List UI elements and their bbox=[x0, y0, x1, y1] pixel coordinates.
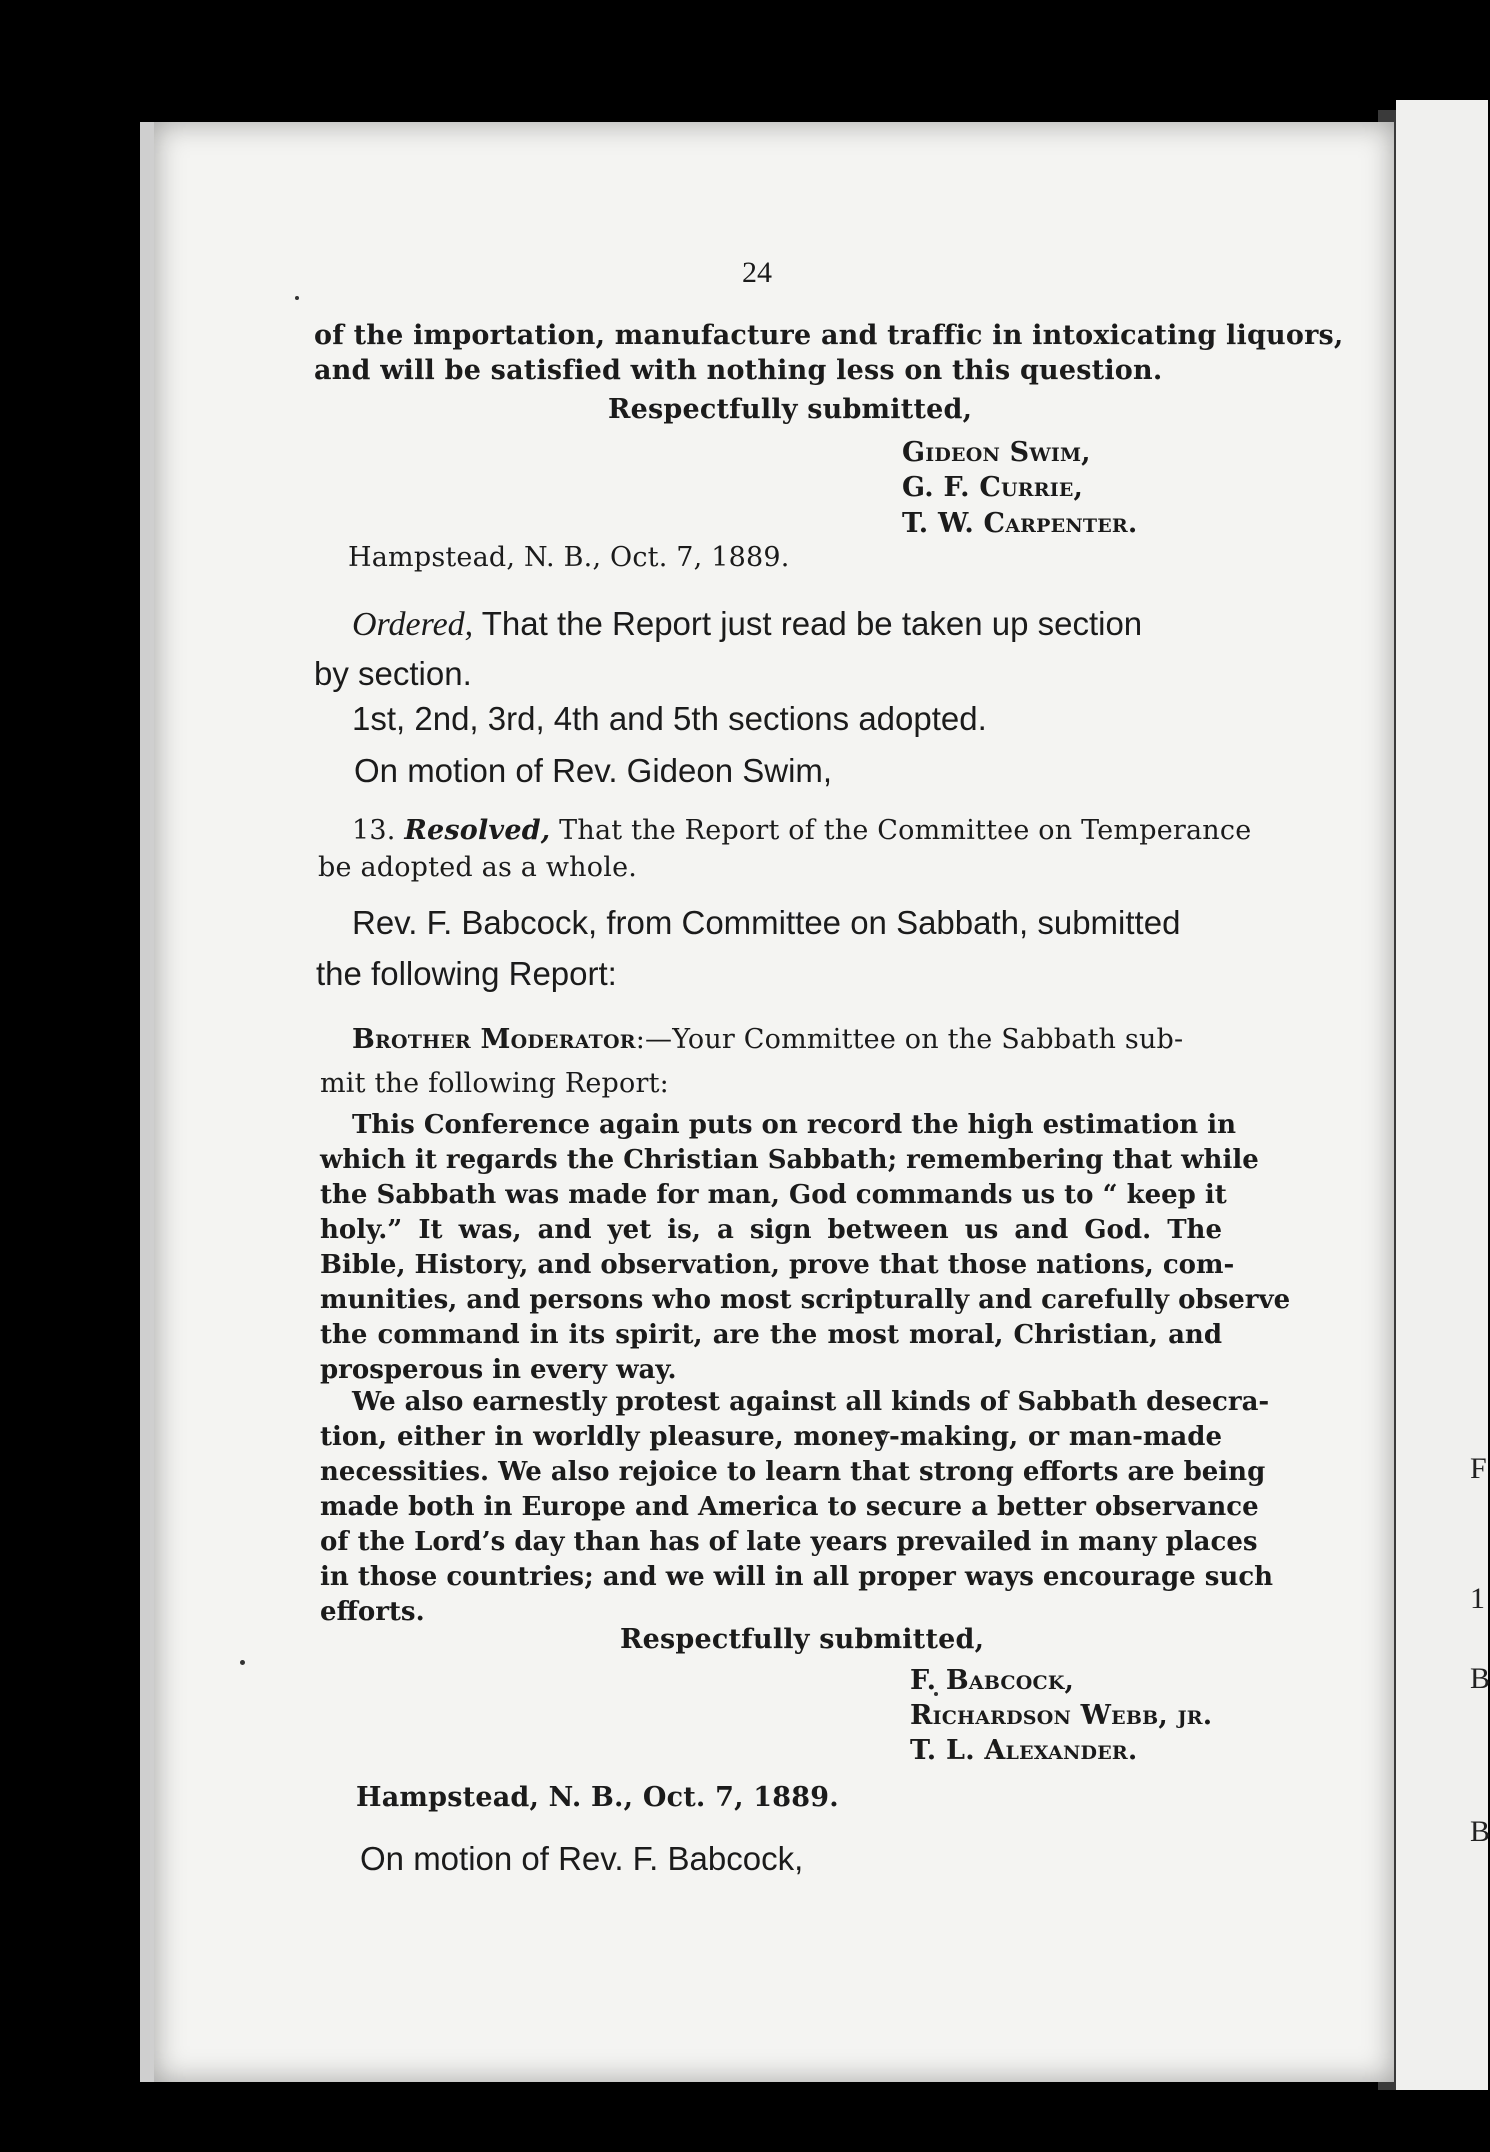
closing-line: Respectfully submitted, bbox=[608, 394, 973, 425]
motion-line: On motion of Rev. F. Babcock, bbox=[360, 1840, 804, 1877]
sabbath-intro-line: the following Report: bbox=[316, 955, 617, 992]
signatory: F. Babcock, bbox=[910, 1665, 1075, 1696]
scan-speck bbox=[295, 296, 299, 300]
text-line: in those countries; and we will in all proper ways encourage such bbox=[320, 1562, 1274, 1592]
page-number: 24 bbox=[742, 256, 772, 289]
resolution-line bbox=[352, 815, 1251, 846]
text-line: munities, and persons who most scripturally and carefully observe bbox=[320, 1285, 1291, 1315]
resolution-line-2: be adopted as a whole. bbox=[318, 852, 638, 883]
adjacent-fragment: F bbox=[1470, 1452, 1487, 1485]
resolution-text: That the Report of the Committee on Temperance bbox=[550, 815, 1252, 846]
report-paragraph-2 bbox=[320, 1385, 1274, 1630]
scan-speck bbox=[240, 1660, 245, 1665]
text-line: This Conference again puts on record the high estimation in bbox=[352, 1110, 1236, 1140]
sections-adopted: 1st, 2nd, 3rd, 4th and 5th sections adopted. bbox=[352, 700, 987, 737]
text-line: made both in Europe and America to secure a better observance bbox=[320, 1492, 1259, 1522]
text-line: and will be satisfied with nothing less on this question. bbox=[314, 355, 1163, 386]
text-line: of the Lord’s day than has of late years prevailed in many places bbox=[320, 1527, 1258, 1557]
text-line: holy.” It was, and yet is, a sign between us and God. The bbox=[320, 1215, 1222, 1245]
report-paragraph-1 bbox=[320, 1108, 1291, 1388]
signatory: T. W. Carpenter. bbox=[902, 508, 1138, 539]
signatory: Richardson Webb, jr. bbox=[910, 1700, 1213, 1731]
text-line: tion, either in worldly pleasure, money-making, or man-made bbox=[320, 1422, 1222, 1452]
salutation-text: :—Your Committee on the Sabbath sub- bbox=[635, 1024, 1184, 1055]
salutation-line-2: mit the following Report: bbox=[320, 1068, 669, 1099]
ordered-text: That the Report just read be taken up section bbox=[473, 605, 1143, 642]
salutation-line bbox=[352, 1024, 1183, 1055]
text-line: efforts. bbox=[320, 1597, 425, 1627]
text-line: the Sabbath was made for man, God commands us to “ keep it bbox=[320, 1180, 1227, 1210]
text-line: prosperous in every way. bbox=[320, 1355, 677, 1385]
text-line: of the importation, manufacture and traffic in intoxicating liquors, bbox=[314, 320, 1344, 351]
signatory: G. F. Currie, bbox=[902, 472, 1084, 503]
signatory: Gideon Swim, bbox=[902, 437, 1091, 468]
signatory: T. L. Alexander. bbox=[910, 1735, 1138, 1766]
adjacent-page bbox=[1396, 100, 1488, 2090]
ordered-line-2: by section. bbox=[314, 655, 472, 692]
text-line: the command in its spirit, are the most moral, Christian, and bbox=[320, 1320, 1222, 1350]
text-line: which it regards the Christian Sabbath; remembering that while bbox=[320, 1145, 1259, 1175]
sabbath-intro-line: Rev. F. Babcock, from Committee on Sabbath, submitted bbox=[352, 904, 1181, 941]
adjacent-fragment: B bbox=[1470, 1815, 1490, 1848]
resolution-number: 13. bbox=[352, 815, 396, 846]
text-line: necessities. We also rejoice to learn that strong efforts are being bbox=[320, 1457, 1266, 1487]
salutation: Brother Moderator bbox=[352, 1024, 636, 1055]
closing-line: Respectfully submitted, bbox=[620, 1624, 985, 1655]
text-line: Bible, History, and observation, prove that those nations, com- bbox=[320, 1250, 1235, 1280]
place-date: Hampstead, N. B., Oct. 7, 1889. bbox=[356, 1782, 839, 1813]
resolution-label: Resolved, bbox=[404, 815, 551, 846]
adjacent-fragment: 1 bbox=[1470, 1582, 1485, 1615]
ordered-label: Ordered, bbox=[352, 606, 474, 643]
place-date: Hampstead, N. B., Oct. 7, 1889. bbox=[348, 542, 790, 573]
adjacent-fragment: B bbox=[1470, 1662, 1490, 1695]
ordered-line bbox=[352, 605, 1142, 644]
motion-line: On motion of Rev. Gideon Swim, bbox=[354, 752, 833, 789]
text-line: We also earnestly protest against all kinds of Sabbath desecra- bbox=[352, 1387, 1270, 1417]
